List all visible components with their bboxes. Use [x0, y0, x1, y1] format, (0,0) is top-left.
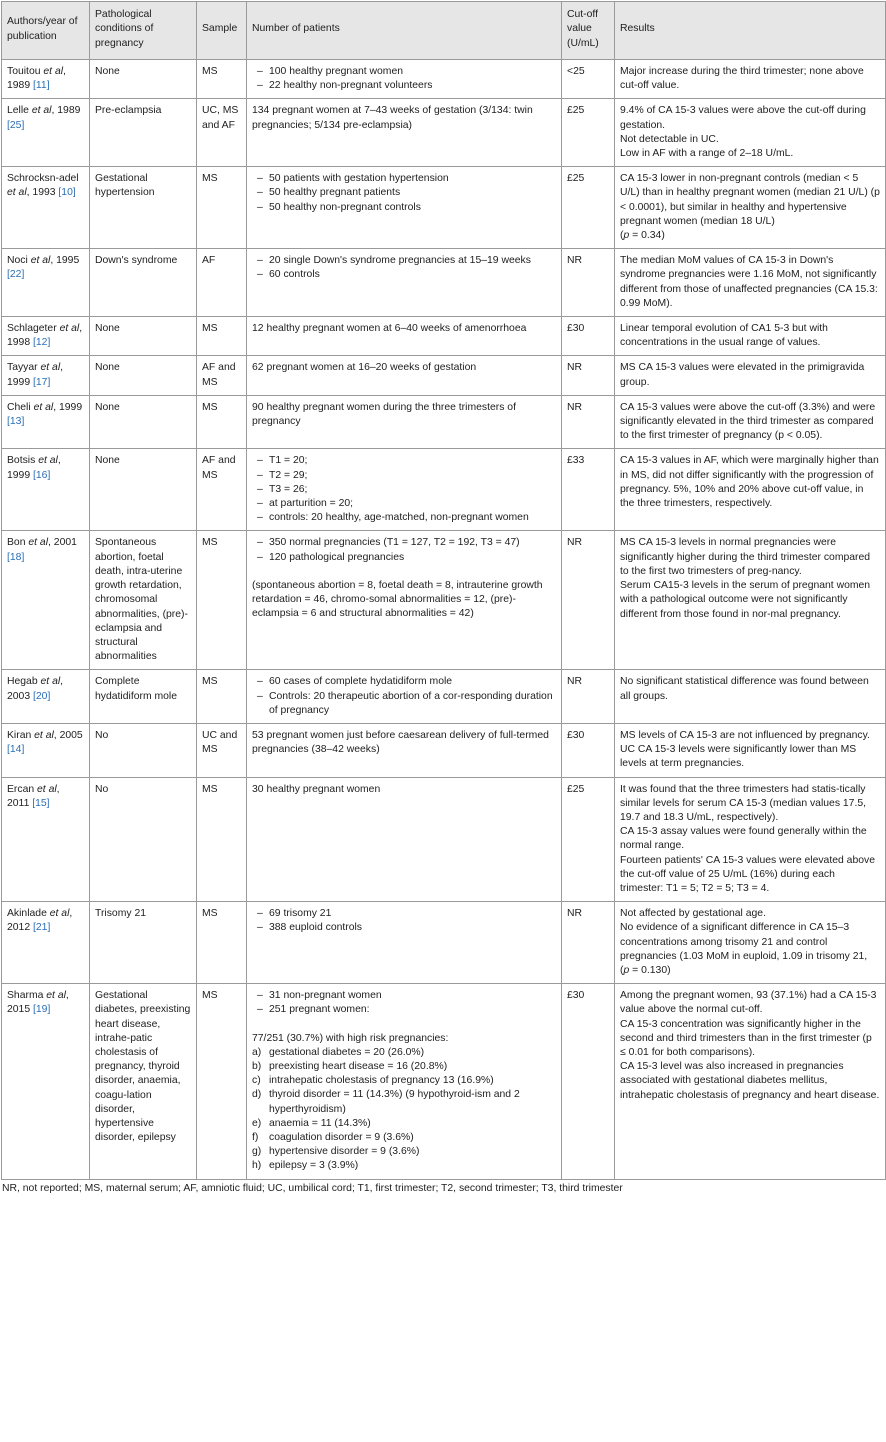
patients-list-item: – 388 euploid controls	[252, 921, 556, 935]
cell-patients	[247, 670, 562, 724]
author-name: Sharma	[7, 990, 47, 1002]
author-name: Schrocksn-adel	[7, 173, 79, 185]
header-conditions: Pathological conditions of pregnancy	[90, 2, 197, 60]
cell-conditions: Pre-eclampsia	[90, 99, 197, 167]
author-name: Noci	[7, 255, 31, 267]
cell-results	[615, 670, 886, 724]
cell-authors	[2, 167, 90, 249]
author-etal: et al	[7, 187, 27, 199]
table-row	[2, 167, 886, 249]
sublist-text: epilepsy = 3 (3.9%)	[269, 1160, 359, 1172]
result-line: Low in AF with a range of 2–18 U/mL.	[620, 148, 794, 160]
author-name: Tayyar	[7, 362, 41, 374]
author-etal: et al	[59, 323, 80, 335]
cell-results	[615, 777, 886, 902]
result-line: CA 15-3 values in AF, which were marginally higher than in MS, did not differ significantly with the progression of pregnancy. 5%, 10% and 20% above cut-off value, in the three trimesters, respectively.	[620, 455, 879, 510]
result-line: No evidence of a significant difference in CA 15–3 concentrations among trisomy 21 and control pregnancies (1.03 MoM in euploid, 1.09 in trisomy 21,	[620, 922, 868, 962]
sublist-marker: b)	[252, 1060, 262, 1072]
cell-sample: MS	[197, 531, 247, 670]
table-body	[2, 60, 886, 1180]
result-line: CA 15-3 concentration was significantly higher in the second and third trimesters than in the first trimester (p ≤ 0.01 for both comparisons).	[620, 1018, 872, 1058]
sublist-text: gestational diabetes = 20 (26.0%)	[269, 1046, 425, 1058]
header-row	[2, 2, 886, 60]
patients-sublist-item	[252, 1060, 556, 1074]
patients-sublist-item	[252, 1131, 556, 1145]
cell-sample: AF and MS	[197, 449, 247, 531]
cell-results	[615, 449, 886, 531]
cell-authors	[2, 317, 90, 356]
cell-patients	[247, 984, 562, 1179]
patients-text: 12 healthy pregnant women at 6–40 weeks of amenorrhoea	[252, 323, 527, 335]
result-line: Serum CA15-3 levels in the serum of pregnant women with a pathological outcome were not significantly different from those found in nor-mal pregnancy.	[620, 580, 871, 620]
author-year: , 2015	[7, 990, 69, 1016]
result-line: MS CA 15-3 levels in normal pregnancies were significantly higher during the third trimester compared to the first two trimesters of preg-nancy.	[620, 537, 871, 577]
author-etal: et al	[37, 783, 57, 795]
author-name: Touitou	[7, 66, 44, 77]
author-name: Ercan	[7, 783, 38, 795]
cell-cutoff: <25	[562, 60, 615, 99]
result-line: Major increase during the third trimester; none above cut-off value.	[620, 66, 864, 92]
p-value: = 0.130)	[629, 964, 671, 976]
cell-patients	[247, 449, 562, 531]
header-cutoff: Cut-off value (U/mL)	[562, 2, 615, 60]
result-line: MS levels of CA 15-3 are not influenced by pregnancy.	[620, 729, 870, 741]
author-etal: et al	[43, 66, 64, 77]
result-line: MS CA 15-3 values were elevated in the primigravida group.	[620, 362, 865, 388]
result-line: CA 15-3 level was also increased in pregnancies associated with gestational diabetes mellitus, intrahepatic cholestasis of pregnancy and heart disease.	[620, 1061, 880, 1101]
result-line: It was found that the three trimesters had statis-tically similar levels for serum CA 15-3 (median values 17.5, 19.7 and 18.3 U/mL, respectively).	[620, 783, 867, 823]
patients-list-item: – 60 cases of complete hydatidiform mole	[252, 675, 556, 689]
cell-patients	[247, 99, 562, 167]
cell-cutoff: £30	[562, 984, 615, 1179]
patients-sublist-item	[252, 1088, 556, 1116]
cell-conditions: Down's syndrome	[90, 249, 197, 317]
cell-cutoff: £30	[562, 317, 615, 356]
citation-link[interactable]: [22]	[7, 269, 25, 281]
cell-cutoff: £25	[562, 99, 615, 167]
cell-sample: UC, MS and AF	[197, 99, 247, 167]
patients-detail: 77/251 (30.7%) with high risk pregnancies:	[252, 1032, 449, 1044]
cell-sample: MS	[197, 902, 247, 984]
table-row	[2, 984, 886, 1179]
table-row	[2, 356, 886, 395]
patients-list-item: – 69 trisomy 21	[252, 907, 556, 921]
cell-results	[615, 723, 886, 777]
author-year: , 1989	[7, 66, 66, 92]
cell-authors	[2, 531, 90, 670]
result-pvalue: (p = 0.130)	[620, 964, 671, 976]
author-year: , 1989	[51, 105, 81, 117]
table-row	[2, 777, 886, 902]
cell-cutoff: £25	[562, 777, 615, 902]
cell-patients	[247, 60, 562, 99]
sublist-text: preexisting heart disease = 16 (20.8%)	[269, 1060, 448, 1072]
author-year: , 2005	[53, 729, 83, 741]
result-line: Among the pregnant women, 93 (37.1%) had a CA 15-3 value above the normal cut-off.	[620, 990, 877, 1016]
cell-cutoff: £33	[562, 449, 615, 531]
cell-conditions: None	[90, 449, 197, 531]
result-pvalue: (p = 0.34)	[620, 230, 665, 242]
patients-list-item: – T1 = 20;	[252, 454, 556, 468]
cell-results	[615, 60, 886, 99]
cell-patients	[247, 531, 562, 670]
result-line: Not affected by gestational age.	[620, 908, 766, 920]
cell-cutoff: NR	[562, 395, 615, 449]
patients-detail: (spontaneous abortion = 8, foetal death = 8, intrauterine growth retardation = 46, chromo-somal abnormalities = 12, (pre)-eclampsia = 6 and structural abnormalities = 42)	[252, 579, 543, 620]
cell-results	[615, 395, 886, 449]
table-row	[2, 531, 886, 670]
table-row	[2, 60, 886, 99]
citation-link[interactable]: [25]	[7, 119, 25, 131]
cell-patients	[247, 356, 562, 395]
cell-authors	[2, 984, 90, 1179]
cell-conditions: None	[90, 356, 197, 395]
table-row	[2, 395, 886, 449]
table-row	[2, 670, 886, 724]
sublist-marker: c)	[252, 1075, 261, 1087]
citation-link[interactable]: [12]	[33, 337, 51, 349]
cell-patients	[247, 249, 562, 317]
patients-list-item: – T3 = 26;	[252, 483, 556, 497]
patients-list-item: – 20 single Down's syndrome pregnancies at 15–19 weeks	[252, 254, 556, 268]
cell-authors	[2, 395, 90, 449]
patients-list-item: – T2 = 29;	[252, 469, 556, 483]
cell-results	[615, 167, 886, 249]
author-name: Akinlade	[7, 908, 50, 920]
cell-sample: MS	[197, 317, 247, 356]
cell-authors	[2, 356, 90, 395]
cell-sample: UC and MS	[197, 723, 247, 777]
patients-list-item: – 60 controls	[252, 268, 556, 282]
patients-sublist-item	[252, 1145, 556, 1159]
author-etal: et al	[30, 255, 51, 267]
cell-results	[615, 984, 886, 1179]
cell-conditions: No	[90, 723, 197, 777]
patients-list	[252, 65, 556, 93]
patients-sublist-item	[252, 1046, 556, 1060]
result-line: Not detectable in UC.	[620, 133, 719, 145]
cell-patients	[247, 167, 562, 249]
spacer	[252, 1018, 556, 1032]
sublist-text: intrahepatic cholestasis of pregnancy 13 (16.9%)	[269, 1075, 494, 1087]
cell-cutoff: £25	[562, 167, 615, 249]
result-line: Linear temporal evolution of CA1 5-3 but with concentrations in the usual range of values.	[620, 323, 828, 349]
cell-cutoff: NR	[562, 249, 615, 317]
cell-conditions: No	[90, 777, 197, 902]
author-year: , 2003	[7, 676, 64, 702]
patients-sublist-item	[252, 1117, 556, 1131]
table-footnote: NR, not reported; MS, maternal serum; AF, amniotic fluid; UC, umbilical cord; T1, first trimester; T2, second trimester; T3, third trimester	[2, 1182, 623, 1194]
cell-sample: AF	[197, 249, 247, 317]
patients-text: 53 pregnant women just before caesarean delivery of full-termed pregnancies (38–42 weeks)	[252, 729, 549, 756]
cell-authors	[2, 449, 90, 531]
patients-list	[252, 907, 556, 935]
citation-link[interactable]: [19]	[33, 1004, 51, 1016]
cell-results	[615, 249, 886, 317]
author-year: , 1999	[7, 362, 64, 388]
table-row	[2, 902, 886, 984]
author-etal: et al	[49, 908, 70, 920]
sublist-text: coagulation disorder = 9 (3.6%)	[269, 1132, 414, 1143]
header-authors: Authors/year of publication	[2, 2, 90, 60]
table-row	[2, 723, 886, 777]
sublist-marker: f)	[252, 1132, 259, 1143]
cell-sample: MS	[197, 777, 247, 902]
patients-text: 30 healthy pregnant women	[252, 783, 381, 795]
patients-text: 134 pregnant women at 7–43 weeks of gestation (3/134: twin pregnancies; 5/134 pre-eclampsia)	[252, 105, 533, 131]
citation-link[interactable]: [15]	[32, 797, 50, 809]
cell-cutoff: NR	[562, 531, 615, 670]
sublist-marker: h)	[252, 1160, 262, 1172]
patients-list-item: – 50 healthy pregnant patients	[252, 186, 556, 200]
author-etal: et al	[28, 537, 49, 549]
result-line: Fourteen patients' CA 15-3 values were elevated above the cut-off value of 25 U/mL (16%) during each trimester: T1 = 5; T2 = 5; T3 = 4.	[620, 854, 875, 894]
patients-list-item: – Controls: 20 therapeutic abortion of a cor-responding duration of pregnancy	[252, 690, 556, 718]
header-patients: Number of patients	[247, 2, 562, 60]
p-symbol: p	[623, 964, 630, 976]
header-sample: Sample	[197, 2, 247, 60]
citation-link[interactable]: [13]	[7, 416, 25, 428]
author-year: , 1995	[50, 255, 80, 267]
patients-sublist	[252, 1046, 556, 1174]
patients-list-item: – 100 healthy pregnant women	[252, 65, 556, 79]
result-line: 9.4% of CA 15-3 values were above the cut-off during gestation.	[620, 105, 866, 131]
cell-conditions: Trisomy 21	[90, 902, 197, 984]
patients-list-item: – 251 pregnant women:	[252, 1003, 556, 1017]
result-line: CA 15-3 assay values were found generally within the normal range.	[620, 826, 867, 852]
table-row	[2, 249, 886, 317]
author-etal: et al	[38, 455, 58, 467]
patients-list-item: – 120 pathological pregnancies	[252, 551, 556, 565]
sublist-marker: e)	[252, 1117, 262, 1129]
cell-cutoff: NR	[562, 356, 615, 395]
cell-authors	[2, 670, 90, 724]
cell-sample: AF and MS	[197, 356, 247, 395]
author-name: Hegab	[7, 676, 41, 688]
cell-sample: MS	[197, 167, 247, 249]
patients-text: 62 pregnant women at 16–20 weeks of gestation	[252, 362, 477, 374]
author-etal: et al	[40, 676, 61, 688]
cell-results	[615, 356, 886, 395]
cell-cutoff: £30	[562, 723, 615, 777]
table-row	[2, 99, 886, 167]
author-year: , 2001	[48, 537, 77, 549]
cell-authors	[2, 723, 90, 777]
author-name: Schlageter	[7, 323, 60, 335]
patients-list	[252, 454, 556, 525]
cell-conditions: None	[90, 395, 197, 449]
author-year: , 2012	[7, 908, 73, 934]
citation-link[interactable]: [17]	[33, 376, 51, 388]
cell-results	[615, 531, 886, 670]
patients-list-item: – 350 normal pregnancies (T1 = 127, T2 = 192, T3 = 47)	[252, 536, 556, 550]
patients-sublist-item	[252, 1074, 556, 1088]
author-name: Kiran	[7, 729, 35, 741]
result-line: The median MoM values of CA 15-3 in Down's syndrome pregnancies were 1.16 MoM, not significantly different from those of unaffected pregnancies (CA 15.3: 0.99 MoM).	[620, 255, 878, 309]
sublist-text: anaemia = 11 (14.3%)	[269, 1117, 371, 1129]
cell-sample: MS	[197, 60, 247, 99]
citation-link[interactable]: [10]	[58, 187, 76, 199]
cell-conditions: Spontaneous abortion, foetal death, intra-uterine growth retardation, chromosomal abnormalities, (pre)-eclampsia and structural abnormalities	[90, 531, 197, 670]
sublist-text: thyroid disorder = 11 (14.3%) (9 hypothyroid-ism and 2 hyperthyroidism)	[269, 1089, 520, 1115]
sublist-marker: d)	[252, 1089, 262, 1101]
cell-conditions: Gestational hypertension	[90, 167, 197, 249]
citation-link[interactable]: [16]	[33, 469, 51, 481]
sublist-marker: g)	[252, 1146, 262, 1158]
result-line: No significant statistical difference was found between all groups.	[620, 676, 869, 702]
cell-patients	[247, 317, 562, 356]
cell-cutoff: NR	[562, 902, 615, 984]
result-line: CA 15-3 values were above the cut-off (3.3%) and were significantly elevated in the third trimester as compared to the first trimester of pregnancy (p < 0.05).	[620, 401, 876, 442]
citation-link[interactable]: [11]	[33, 80, 50, 92]
patients-list	[252, 254, 556, 282]
table-header	[2, 2, 886, 60]
cell-sample: MS	[197, 395, 247, 449]
cell-conditions: None	[90, 60, 197, 99]
patients-list-item: – at parturition = 20;	[252, 497, 556, 511]
p-symbol: p	[623, 230, 630, 242]
author-year: , 2011	[7, 783, 60, 809]
patients-list-item: – 50 patients with gestation hypertension	[252, 172, 556, 186]
author-year: , 1998	[7, 323, 83, 349]
spacer	[252, 565, 556, 579]
cell-cutoff: NR	[562, 670, 615, 724]
author-name: Bon	[7, 537, 29, 549]
patients-list-item: – 50 healthy non-pregnant controls	[252, 201, 556, 215]
author-etal: et al	[31, 105, 52, 117]
patients-list	[252, 989, 556, 1017]
author-year: , 1999	[7, 455, 61, 481]
citation-link[interactable]: [14]	[7, 744, 25, 756]
p-value: = 0.34)	[629, 230, 665, 242]
citation-link[interactable]: [21]	[33, 922, 51, 934]
cell-results	[615, 317, 886, 356]
table-row	[2, 449, 886, 531]
cell-patients	[247, 902, 562, 984]
result-line: UC CA 15-3 levels were significantly lower than MS levels at term pregnancies.	[620, 744, 857, 770]
sublist-marker: a)	[252, 1046, 262, 1058]
author-year: , 1999	[53, 401, 83, 413]
author-name: Lelle	[7, 105, 32, 117]
cell-authors	[2, 60, 90, 99]
cell-conditions: None	[90, 317, 197, 356]
sublist-text: hypertensive disorder = 9 (3.6%)	[269, 1146, 420, 1158]
result-line: CA 15-3 lower in non-pregnant controls (median < 5 U/L) than in healthy pregnant women (median 21 U/L) (p < 0.0001), but similar in healthy and hypertensive pregnant women (median 18 U/L)	[620, 173, 880, 227]
cell-patients	[247, 777, 562, 902]
patients-text: 90 healthy pregnant women during the three trimesters of pregnancy	[252, 401, 516, 428]
patients-list	[252, 536, 556, 564]
author-name: Botsis	[7, 455, 39, 467]
author-etal: et al	[34, 729, 54, 741]
cell-patients	[247, 723, 562, 777]
cell-conditions: Gestational diabetes, preexisting heart disease, intrahe-patic cholestasis of pregnancy, thyroid disorder, anaemia, coagu-lation disorder, hypertensive disorder, epilepsy	[90, 984, 197, 1179]
citation-link[interactable]: [18]	[7, 551, 25, 563]
cell-authors	[2, 99, 90, 167]
cell-results	[615, 99, 886, 167]
patients-list	[252, 172, 556, 215]
author-etal: et al	[40, 362, 61, 374]
author-etal: et al	[46, 990, 66, 1002]
table-row	[2, 317, 886, 356]
cell-sample: MS	[197, 984, 247, 1179]
patients-list	[252, 675, 556, 718]
cell-sample: MS	[197, 670, 247, 724]
patients-list-item: – controls: 20 healthy, age-matched, non-pregnant women	[252, 511, 556, 525]
patients-list-item: – 31 non-pregnant women	[252, 989, 556, 1003]
author-year: , 1993	[26, 187, 59, 199]
author-name: Cheli	[7, 401, 34, 413]
cell-conditions: Complete hydatidiform mole	[90, 670, 197, 724]
cell-results	[615, 902, 886, 984]
patients-sublist-item	[252, 1159, 556, 1173]
author-etal: et al	[33, 401, 54, 413]
studies-table	[1, 1, 886, 1180]
cell-authors	[2, 777, 90, 902]
header-results: Results	[615, 2, 886, 60]
cell-authors	[2, 902, 90, 984]
cell-patients	[247, 395, 562, 449]
patients-list-item: – 22 healthy non-pregnant volunteers	[252, 79, 556, 93]
cell-authors	[2, 249, 90, 317]
citation-link[interactable]: [20]	[33, 690, 51, 702]
